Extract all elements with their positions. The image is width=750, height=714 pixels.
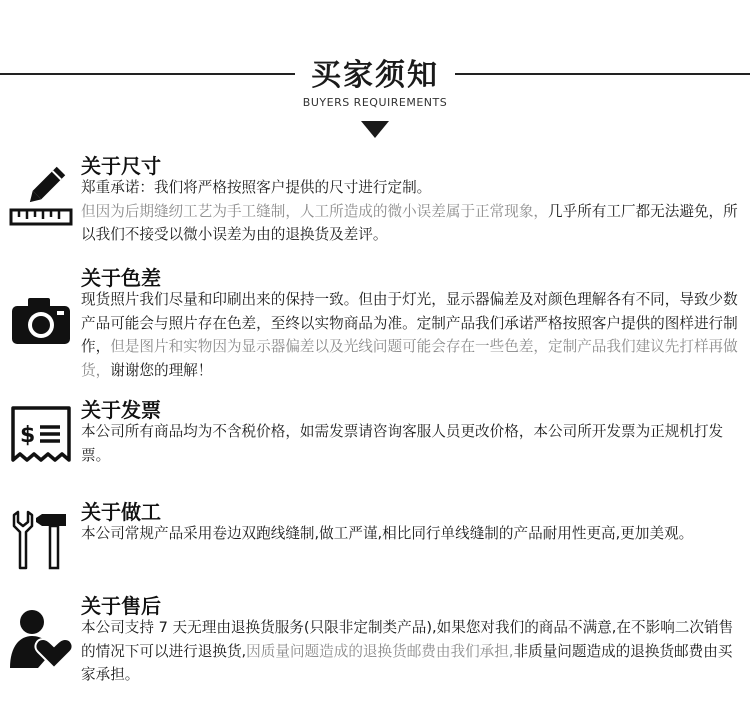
section-text-dark: 非质量问题造成的退换货邮费由买家承担。 [81,642,733,683]
down-arrow-icon [361,121,389,138]
wrench-hammer-icon [8,506,74,572]
section-body [81,616,741,687]
section-text-gray: 但因为后期缝纫工艺为手工缝制，人工所造成的微小误差属于正常现象， [81,202,549,220]
section-text: 本公司常规产品采用卷边双跑线缝制,做工严谨,相比同行单线缝制的产品耐用性更高,更加美观。 [81,525,694,542]
receipt-icon [8,402,74,468]
page-title: 买家须知 [311,58,439,93]
section-body [81,288,741,382]
header-line-left [0,73,295,75]
svg-text:$: $ [20,423,36,448]
section-text-gray: 但是图片和实物因为显示器偏差以及光线问题可能会存在一些色差，定制产品我们建议先打样再做货， [81,338,738,379]
section-text-dark: 谢谢您的理解！ [110,361,213,379]
section-title: 关于发票 [81,398,161,422]
section-text: 现货照片我们尽量和印刷出来的保持一致。但由于灯光，显示器偏差及对颜色理解各有不同，导致少数产品可能会与照片存在色差，至终以实物商品为准。定制产品我们承诺严格按照客户提供的图样进行制作， [81,291,738,355]
section-text-dark: 几乎所有工厂都无法避免，所以我们不接受以微小误差为由的退换货及差评。 [81,202,738,243]
section-text: 本公司所有商品均为不含税价格，如需发票请咨询客服人员更改价格，本公司所开发票为正规机打发票。 [81,423,724,464]
section-title: 关于色差 [81,266,161,290]
section-text: 本公司支持 7 天无理由退换货服务(只限非定制类产品),如果您对我们的商品不满意,在不影响二次销售的情况下可以进行退换货, [81,619,734,660]
section-body [81,522,741,546]
ruler-pencil-icon [8,164,74,230]
camera-icon [8,286,74,352]
person-heart-icon [8,606,74,672]
section-title: 关于做工 [81,500,161,524]
section-text: 郑重承诺：我们将严格按照客户提供的尺寸进行定制。 [81,179,432,196]
page-subtitle: BUYERS REQUIREMENTS [302,96,448,109]
header [0,0,750,150]
section-text-gray: 因质量问题造成的退换货邮费由我们承担, [246,642,514,660]
header-line-right [455,73,750,75]
section-title: 关于尺寸 [81,154,161,178]
section-body [81,420,741,467]
section-title: 关于售后 [81,594,161,618]
section-body [81,176,741,247]
